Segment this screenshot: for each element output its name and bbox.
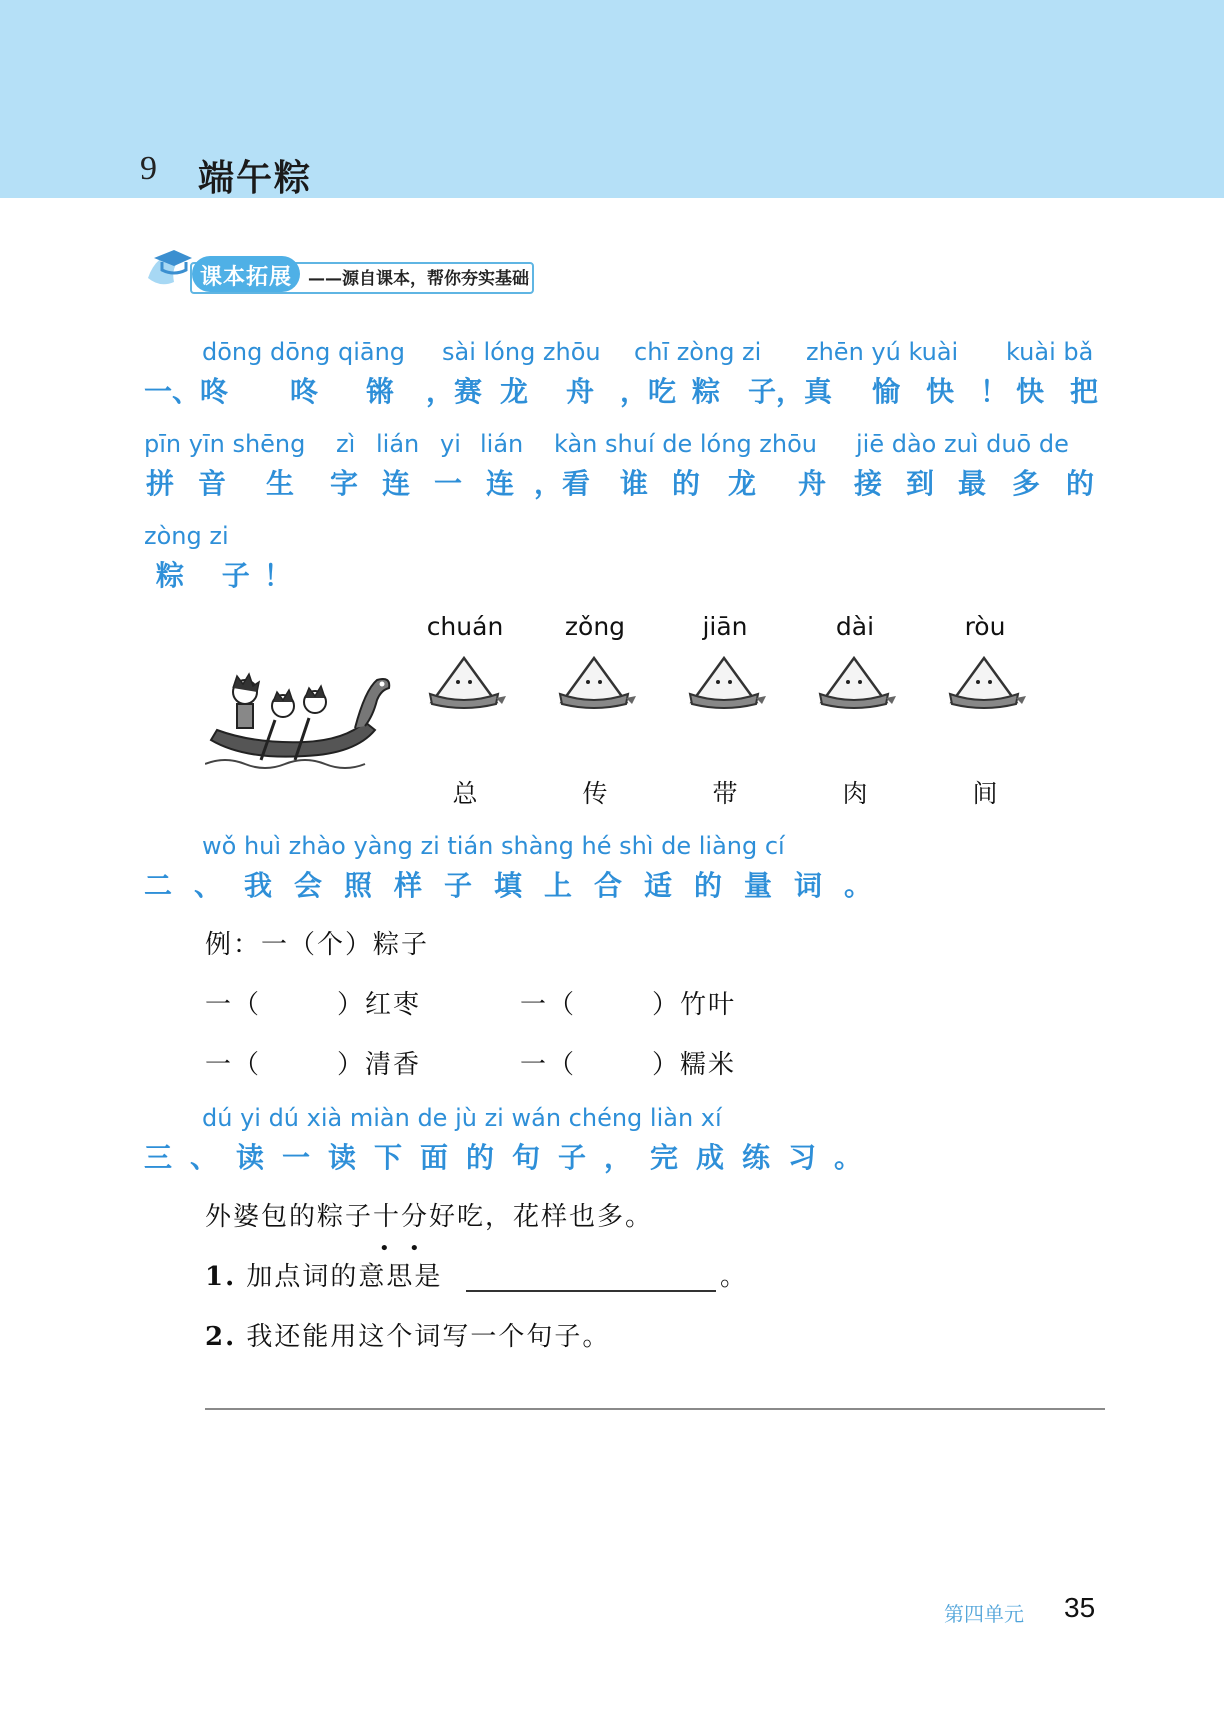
pinyin-segment: yi: [440, 430, 461, 458]
hanzi: 一、咚: [144, 375, 229, 408]
pinyin-segment: zhēn yú kuài: [806, 338, 959, 366]
pinyin-segment: chī zòng zi: [634, 338, 762, 366]
hanzi: 接: [854, 467, 883, 500]
hanzi: ，赛: [426, 375, 483, 408]
q3-pinyin: dú yi dú xià miàn de jù zi wán chéng liàn xí: [202, 1104, 722, 1132]
hanzi: 多: [1012, 467, 1041, 500]
hanzi: 字: [330, 467, 359, 500]
hanzi: 生: [266, 467, 295, 500]
hanzi: 连: [382, 467, 411, 500]
character-option[interactable]: 间: [972, 779, 998, 808]
pinyin-segment: kàn shuí de lóng zhōu: [554, 430, 818, 458]
task-end: 。: [720, 1262, 749, 1292]
section-badge: [140, 238, 540, 296]
emphasis-dot: •: [409, 1238, 422, 1259]
pinyin-segment: zì: [336, 430, 356, 458]
hanzi: ，看: [534, 467, 591, 500]
hanzi: 龙: [500, 375, 529, 408]
pinyin-segment: pīn yīn shēng: [144, 430, 306, 458]
character-option[interactable]: 带: [712, 779, 738, 808]
dotted-word-text: 十分: [373, 1202, 430, 1232]
hanzi: 快: [1016, 375, 1045, 408]
q2-item-prefix: 一（: [205, 1050, 262, 1080]
hanzi: 龙: [728, 467, 757, 500]
zongzi-icon: [530, 648, 660, 710]
task-number: 1.: [205, 1262, 237, 1292]
hanzi: 连: [486, 467, 515, 500]
character-option[interactable]: 传: [582, 779, 608, 808]
zongzi-pinyin: dài: [835, 612, 875, 641]
q3-text: 三、读一读下面的句子，完成练习。: [144, 1141, 881, 1174]
q2-item-suffix: ）糯米: [652, 1050, 737, 1080]
q2-item: [205, 984, 421, 1021]
q2-item-prefix: 一（: [520, 1050, 577, 1080]
zongzi-icon: [790, 648, 920, 710]
character-option[interactable]: 总: [452, 779, 478, 808]
character-option[interactable]: 肉: [842, 779, 868, 808]
q2-item: [205, 1044, 421, 1081]
zongzi-icon: [400, 648, 530, 710]
zongzi-pinyin-row: [400, 612, 1050, 641]
q1c-text: 粽 子！: [156, 559, 306, 592]
hanzi: 咚: [290, 375, 319, 408]
zongzi-pinyin: jiān: [702, 612, 748, 641]
hanzi: 谁: [620, 467, 649, 500]
hanzi: 拼: [146, 467, 175, 500]
hanzi: 的: [672, 467, 701, 500]
q2-pinyin: wǒ huì zhào yàng zi tián shàng hé shì de liàng cí: [202, 832, 785, 860]
hanzi: 子，真: [748, 375, 833, 408]
zongzi-pinyin: ròu: [964, 612, 1006, 641]
q2-item: [520, 984, 736, 1021]
dotted-word: [373, 1202, 430, 1259]
q3-task-1: [205, 1256, 442, 1293]
emphasis-dot: •: [379, 1238, 392, 1259]
task-number: 2.: [205, 1322, 237, 1352]
hanzi: 粽: [692, 375, 721, 408]
hanzi: 快: [926, 375, 955, 408]
lesson-title: 端午粽: [198, 158, 313, 199]
pinyin-segment: lián: [376, 430, 420, 458]
q2-item-suffix: ）竹叶: [652, 990, 737, 1020]
answer-line-short[interactable]: [466, 1290, 716, 1292]
q2-item-suffix: ）清香: [337, 1050, 422, 1080]
hanzi: 愉: [872, 375, 901, 408]
hanzi: ，吃: [620, 375, 677, 408]
q3-sentence: [205, 1196, 654, 1259]
sentence-part: 好吃，花样也多。: [429, 1202, 654, 1232]
q2-item-prefix: 一（: [205, 990, 262, 1020]
page-number: 35: [1064, 1592, 1096, 1623]
hanzi: 音: [198, 467, 227, 500]
hanzi: 锵: [366, 375, 395, 408]
q1c-pinyin: zòng zi: [144, 522, 229, 550]
zongzi-icon-row: [400, 648, 1050, 710]
pinyin-segment: jiē dào zuì duō de: [856, 430, 1069, 458]
zongzi-pinyin: chuán: [426, 612, 504, 641]
pinyin-segment: lián: [480, 430, 524, 458]
zongzi-pinyin: zǒng: [564, 612, 626, 641]
pinyin-segment: sài lóng zhōu: [442, 338, 601, 366]
hanzi: ！: [980, 375, 1009, 408]
pinyin-segment: dōng dōng qiāng: [202, 338, 406, 366]
zongzi-icon: [660, 648, 790, 710]
q2-item-prefix: 一（: [520, 990, 577, 1020]
pinyin-segment: kuài bǎ: [1006, 338, 1094, 366]
hanzi: 的: [1066, 467, 1095, 500]
q2-item: [520, 1044, 736, 1081]
q2-item-suffix: ）红枣: [337, 990, 422, 1020]
lesson-number: 9: [140, 150, 157, 187]
sentence-part: 外婆包的粽子: [205, 1202, 374, 1232]
task-text: 我还能用这个词写一个句子。: [246, 1322, 611, 1352]
q2-text: 二、我会照样子填上合适的量词。: [144, 869, 895, 902]
q2-example: 例：一（个）粽子: [205, 930, 430, 960]
hanzi: 最: [958, 467, 987, 500]
header-band: [0, 0, 1224, 198]
hanzi: 到: [906, 467, 935, 500]
dragon-boat-illustration: [205, 660, 395, 772]
task-text: 加点词的意思是: [246, 1262, 443, 1292]
hanzi: 舟: [566, 375, 595, 408]
character-row: [400, 774, 1050, 810]
answer-line[interactable]: [205, 1408, 1105, 1410]
footer-unit: 第四单元: [944, 1602, 1024, 1626]
badge-subtitle: ——源自课本，帮你夯实基础: [308, 269, 529, 289]
hanzi: 舟: [798, 467, 827, 500]
badge-title: 课本拓展: [200, 265, 293, 290]
zongzi-icon: [920, 648, 1050, 710]
q3-task-2: [205, 1316, 610, 1353]
hanzi: 把: [1070, 375, 1099, 408]
hanzi: 一: [434, 467, 463, 500]
